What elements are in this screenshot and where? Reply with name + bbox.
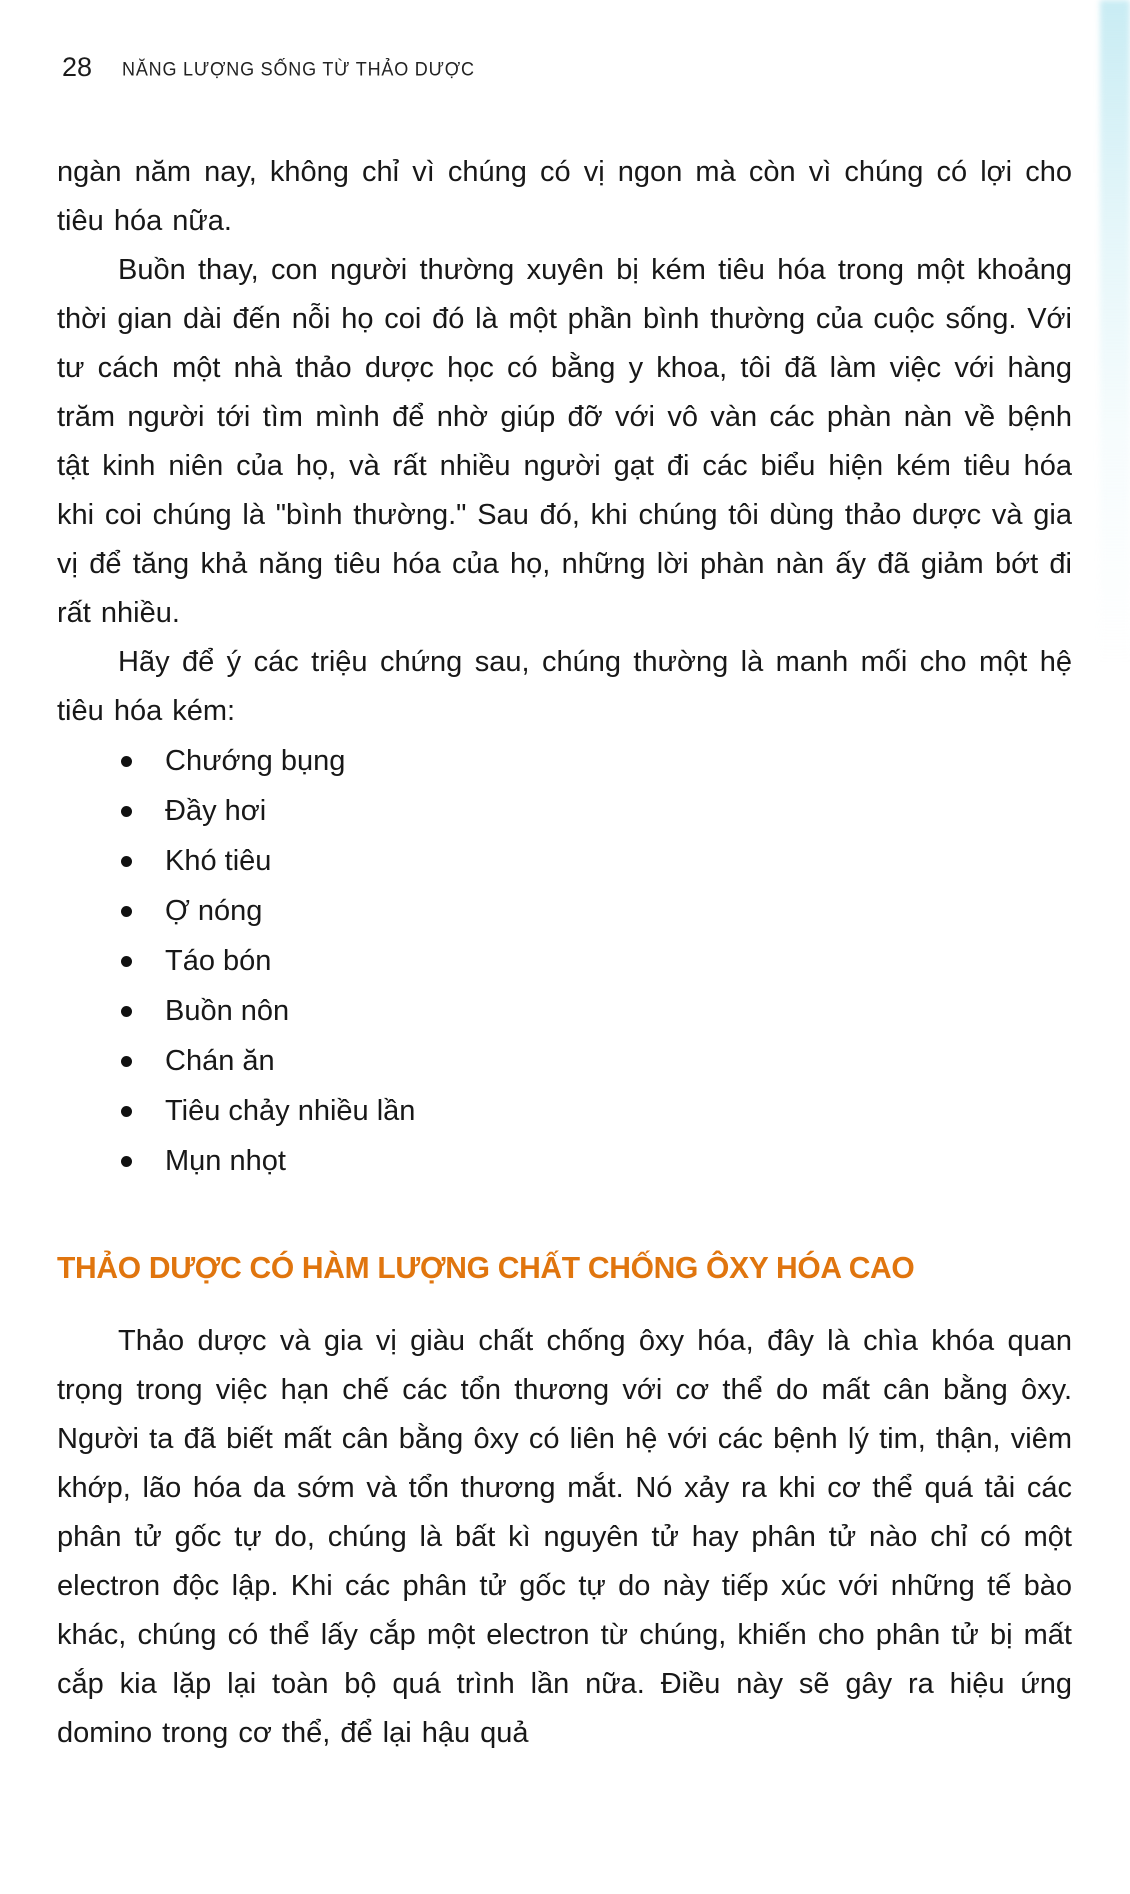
bullet-icon: [121, 956, 132, 967]
bullet-icon: [121, 1156, 132, 1167]
list-item-label: Buồn nôn: [165, 995, 290, 1027]
list-item-label: Tiêu chảy nhiều lần: [165, 1095, 416, 1127]
list-item: [121, 986, 1072, 1036]
list-item-label: Chán ăn: [165, 1045, 275, 1077]
bullet-icon: [121, 756, 132, 767]
bullet-icon: [121, 806, 132, 817]
paragraph: Thảo dược và gia vị giàu chất chống ôxy hóa, đây là chìa khóa quan trọng trong việc hạn chế các tổn thương với cơ thể do mất cân bằng ôxy. Người ta đã biết mất cân bằng ôxy có liên hệ với các bệnh lý tim, thận, viêm khớp, lão hóa da sớm và tổn thương mắt. Nó xảy ra khi cơ thể quá tải các phân tử gốc tự do, chúng là bất kì nguyên tử hay phân tử nào chỉ có một electron độc lập. Khi các phân tử gốc tự do này tiếp xúc với những tế bào khác, chúng có thể lấy cắp một electron từ chúng, khiến cho phân tử bị mất cắp kia lặp lại toàn bộ quá trình lần nữa. Điều này sẽ gây ra hiệu ứng domino trong cơ thể, để lại hậu quả: [57, 1325, 1072, 1749]
list-item-label: Khó tiêu: [165, 845, 272, 877]
page-number: 28: [62, 52, 93, 82]
bullet-icon: [121, 906, 132, 917]
list-item-label: Mụn nhọt: [165, 1145, 286, 1177]
bullet-icon: [121, 856, 132, 867]
list-item: [121, 736, 1072, 786]
list-item-label: Ợ nóng: [165, 895, 263, 927]
paragraph: Hãy để ý các triệu chứng sau, chúng thường là manh mối cho một hệ tiêu hóa kém:: [57, 646, 1072, 727]
page-edge-scan-tint: [1100, 0, 1130, 780]
list-item: [121, 1136, 1072, 1186]
bullet-icon: [121, 1006, 132, 1017]
list-item: [121, 786, 1072, 836]
list-item: [121, 936, 1072, 986]
paragraph: Buồn thay, con người thường xuyên bị kém tiêu hóa trong một khoảng thời gian dài đến nỗi họ coi đó là một phần bình thường của cuộc sống. Với tư cách một nhà thảo dược học có bằng y khoa, tôi đã làm việc với hàng trăm người tới tìm mình để nhờ giúp đỡ với vô vàn các phàn nàn về bệnh tật kinh niên của họ, và rất nhiều người gạt đi các biểu hiện kém tiêu hóa khi coi chúng là "bình thường." Sau đó, khi chúng tôi dùng thảo dược và gia vị để tăng khả năng tiêu hóa của họ, những lời phàn nàn ấy đã giảm bớt đi rất nhiều.: [57, 254, 1072, 629]
symptom-list: [57, 736, 1072, 1186]
list-item-label: Táo bón: [165, 945, 272, 977]
bullet-icon: [121, 1106, 132, 1117]
section-heading: THẢO DƯỢC CÓ HÀM LƯỢNG CHẤT CHỐNG ÔXY HÓA CAO: [57, 1251, 915, 1286]
list-item: [121, 1036, 1072, 1086]
list-item-label: Đầy hơi: [165, 795, 267, 827]
page-content: [57, 148, 1072, 1758]
list-item: [121, 886, 1072, 936]
bullet-icon: [121, 1056, 132, 1067]
paragraph: ngàn năm nay, không chỉ vì chúng có vị ngon mà còn vì chúng có lợi cho tiêu hóa nữa.: [57, 156, 1072, 237]
page-header: [62, 52, 475, 83]
list-item-label: Chướng bụng: [165, 745, 346, 777]
list-item: [121, 836, 1072, 886]
running-title: NĂNG LƯỢNG SỐNG TỪ THẢO DƯỢC: [122, 58, 475, 80]
list-item: [121, 1086, 1072, 1136]
